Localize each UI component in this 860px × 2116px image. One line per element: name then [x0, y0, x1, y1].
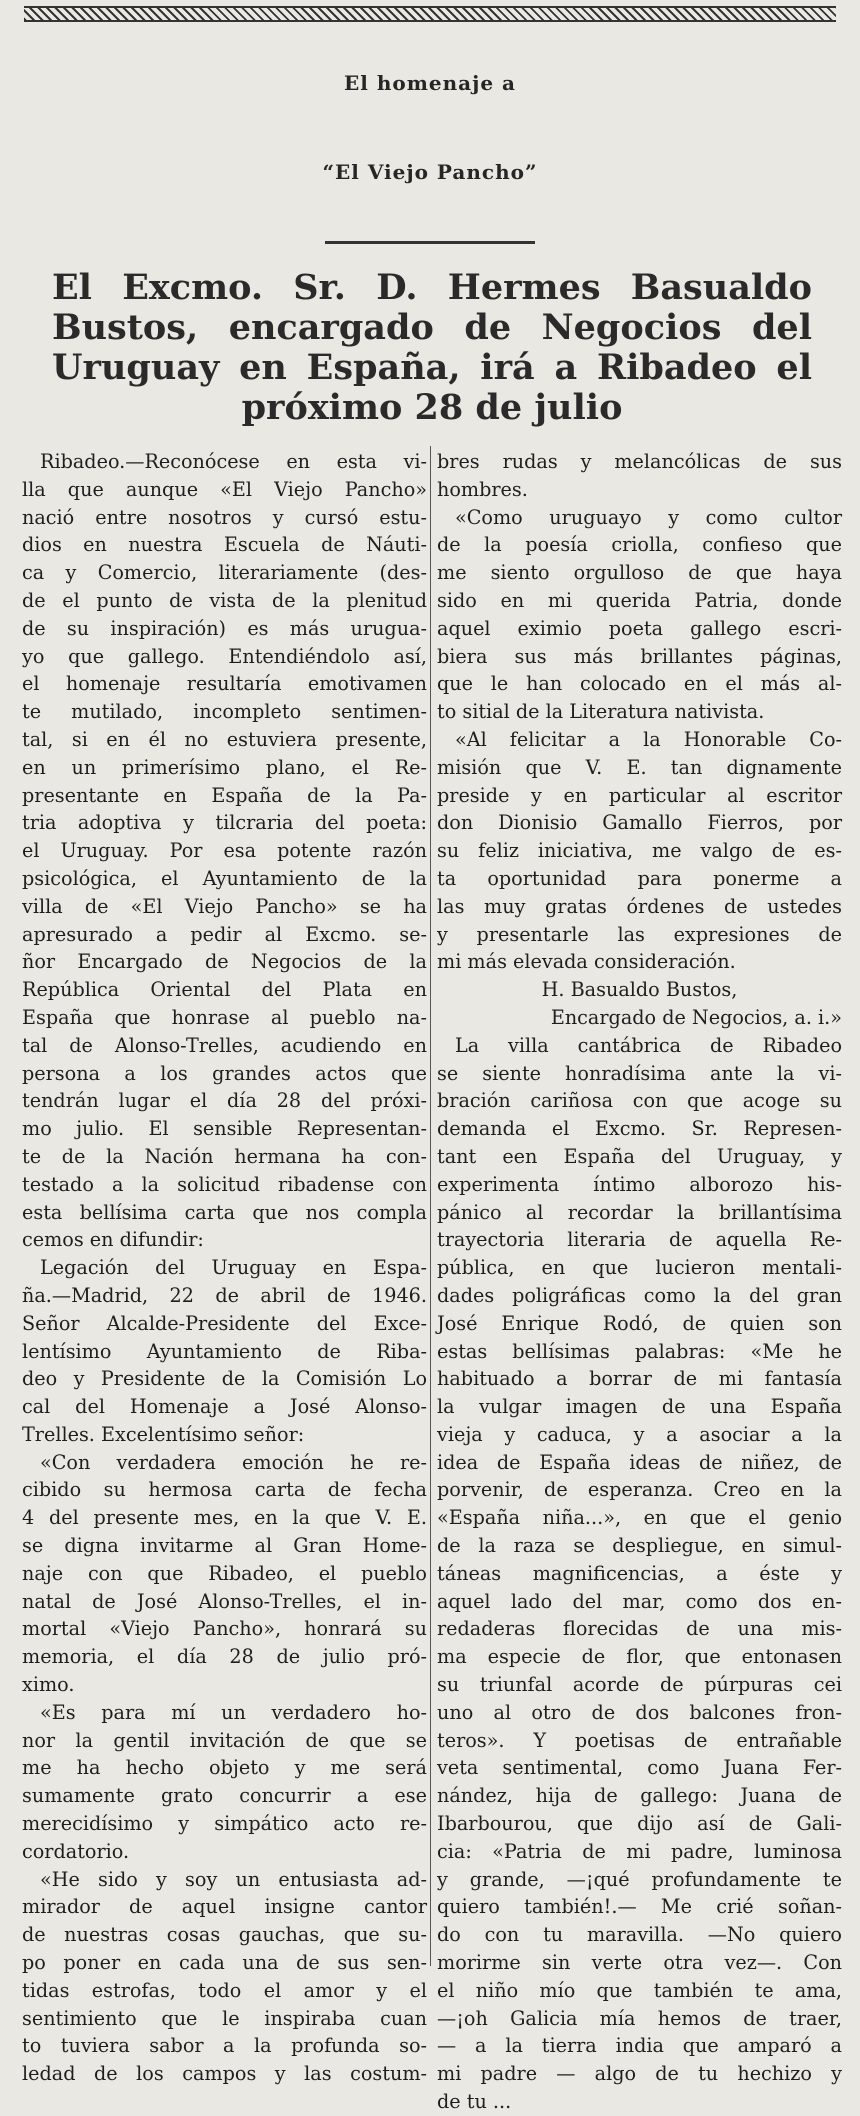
- top-decorative-rule: [24, 6, 836, 22]
- paragraph-line: España que honrase al pueblo na-: [22, 1005, 427, 1029]
- right-column: [437, 448, 842, 2114]
- paragraph-line: se siente honradísima ante la vi-: [437, 1061, 842, 1085]
- paragraph-line: mi más elevada consideración.: [437, 950, 736, 974]
- paragraph-line: ledad de los campos y las costum-: [22, 2062, 427, 2086]
- paragraph-line: ximo.: [22, 1673, 75, 1697]
- paragraph-line: persona a los grandes actos que: [22, 1061, 427, 1085]
- paragraph-line: H. Basualdo Bustos,: [541, 978, 738, 1002]
- paragraph-line: de nuestras cosas gauchas, que su-: [22, 1923, 427, 1947]
- paragraph-line: República Oriental del Plata en: [22, 978, 427, 1002]
- paragraph-line: tal, si en él no estuviera presente,: [22, 727, 427, 751]
- paragraph-line: y grande, —¡qué profundamente te: [437, 1867, 842, 1891]
- paragraph-line: — a la tierra india que amparó a: [437, 2034, 842, 2058]
- paragraph-line: Ibarbourou, que dijo así de Gali-: [437, 1812, 842, 1836]
- paragraph-line: preside y en particular al escritor: [437, 783, 842, 807]
- paragraph-line: que le han colocado en el más al-: [437, 672, 842, 696]
- paragraph-line: dios en nuestra Escuela de Náuti-: [22, 533, 427, 557]
- paragraph-line: sumamente grato concurrir a ese: [22, 1784, 427, 1808]
- paragraph-line: Ribadeo.—Reconócese en esta vi-: [40, 450, 427, 473]
- paragraph-line: Encargado de Negocios, a. i.»: [550, 1005, 842, 1029]
- subheadline: [52, 268, 812, 428]
- paragraph-line: sido en mi querida Patria, donde: [437, 588, 842, 612]
- paragraph-line: te mutilado, incompleto sentimen-: [22, 700, 427, 724]
- paragraph-line: táneas magnificencias, a éste y: [437, 1561, 842, 1585]
- paragraph-line: de su inspiración) es más urugua-: [22, 616, 427, 640]
- paragraph-line: de la raza se despliegue, en simul-: [437, 1534, 842, 1558]
- paragraph-line: «Con verdadera emoción he re-: [40, 1450, 427, 1474]
- paragraph-line: ta oportunidad para ponerme a: [437, 866, 842, 890]
- paragraph-line: cibido su hermosa carta de fecha: [22, 1478, 427, 1502]
- paragraph-line: to tuviera sabor a la profunda so-: [22, 2034, 427, 2058]
- paragraph-line: dades poligráficas como la del gran: [437, 1283, 842, 1307]
- paragraph-line: trayectoria literaria de aquella Re-: [437, 1228, 842, 1252]
- paragraph-line: sentimiento que le inspiraba cuan: [22, 2006, 427, 2030]
- headline-rule: [325, 241, 535, 244]
- paragraph-line: nández, hija de gallego: Juana de: [437, 1784, 842, 1808]
- paragraph-line: el Uruguay. Por esa potente razón: [22, 839, 427, 863]
- paragraph-line: tria adoptiva y tilcraria del poeta:: [22, 811, 427, 835]
- paragraph-line: experimenta íntimo alborozo his-: [437, 1172, 842, 1196]
- paragraph-line: el niño mío que también te ama,: [437, 1978, 842, 2002]
- paragraph-line: veta sentimental, como Juana Fer-: [437, 1756, 842, 1780]
- paragraph-line: en un primerísimo plano, el Re-: [22, 755, 427, 779]
- left-column: [22, 448, 427, 2086]
- paragraph-line: yo que gallego. Entendiéndolo así,: [22, 644, 427, 668]
- paragraph-line: tal de Alonso-Trelles, acudiendo en: [22, 1033, 427, 1057]
- paragraph-line: de el punto de vista de la plenitud: [22, 588, 427, 612]
- paragraph-line: mirador de aquel insigne cantor: [22, 1895, 427, 1919]
- paragraph-line: don Dionisio Gamallo Fierros, por: [437, 811, 842, 835]
- paragraph-line: cemos en difundir:: [22, 1228, 204, 1252]
- paragraph-line: deo y Presidente de la Comisión Lo: [22, 1367, 427, 1391]
- paragraph-line: de la poesía criolla, confieso que: [437, 533, 842, 557]
- paragraph-line: lentísimo Ayuntamiento de Riba-: [22, 1339, 427, 1363]
- paragraph-line: 4 del presente mes, en la que V. E.: [22, 1506, 427, 1530]
- paragraph-line: habituado a borrar de mi fantasía: [437, 1367, 842, 1391]
- paragraph-line: lla que aunque «El Viejo Pancho»: [22, 477, 427, 501]
- paragraph-line: do con tu maravilla. —No quiero: [437, 1923, 842, 1947]
- paragraph-line: tendrán lugar el día 28 del próxi-: [22, 1089, 427, 1113]
- paragraph-line: las muy gratas órdenes de ustedes: [437, 894, 842, 918]
- paragraph-line: su triunfal acorde de púrpuras cei: [437, 1673, 842, 1697]
- subheadline-line: Uruguay en España, irá a Ribadeo el: [52, 347, 812, 388]
- paragraph-line: presentante en España de la Pa-: [22, 783, 427, 807]
- paragraph-line: te de la Nación hermana ha con-: [22, 1144, 427, 1168]
- paragraph-line: merecidísimo y simpático acto re-: [22, 1812, 427, 1836]
- paragraph-line: La villa cantábrica de Ribadeo: [455, 1033, 842, 1057]
- paragraph-line: cordatorio.: [22, 1839, 130, 1863]
- paragraph-line: la vulgar imagen de una España: [437, 1395, 842, 1419]
- paragraph-line: «Es para mí un verdadero ho-: [40, 1700, 427, 1724]
- paragraph-line: me ha hecho objeto y me será: [22, 1756, 427, 1780]
- paragraph-line: tidas estrofas, todo el amor y el: [22, 1978, 427, 2002]
- paragraph-line: ña.—Madrid, 22 de abril de 1946.: [22, 1283, 427, 1307]
- subheadline-line: Bustos, encargado de Negocios del: [52, 307, 812, 348]
- paragraph-line: po poner en cada una de sus sen-: [22, 1951, 427, 1975]
- paragraph-line: mo julio. El sensible Representan-: [22, 1117, 427, 1141]
- paragraph-line: idea de España ideas de niñez, de: [437, 1450, 842, 1474]
- paragraph-line: bres rudas y melancólicas de sus: [437, 450, 842, 473]
- paragraph-line: memoria, el día 28 de julio pró-: [22, 1645, 427, 1669]
- paragraph-line: biera sus más brillantes páginas,: [437, 644, 842, 668]
- subheadline-line: próximo 28 de julio: [241, 387, 623, 428]
- paragraph-line: nació entre nosotros y cursó estu-: [22, 505, 427, 529]
- paragraph-line: apresurado a pedir al Excmo. se-: [22, 922, 427, 946]
- paragraph-line: «Como uruguayo y como cultor: [455, 505, 842, 529]
- paragraph-line: su feliz iniciativa, me valgo de es-: [437, 839, 842, 863]
- paragraph-line: demanda el Excmo. Sr. Represen-: [437, 1117, 842, 1141]
- subheadline-line: El Excmo. Sr. D. Hermes Basualdo: [52, 267, 812, 308]
- headline-line-1: El homenaje a: [344, 71, 516, 95]
- paragraph-line: nor la gentil invitación de que se: [22, 1728, 427, 1752]
- paragraph-line: bración cariñosa con que acoge su: [437, 1089, 842, 1113]
- paragraph-line: se digna invitarme al Gran Home-: [22, 1534, 427, 1558]
- paragraph-line: estas bellísimas palabras: «Me he: [437, 1339, 842, 1363]
- paragraph-line: esta bellísima carta que nos compla: [22, 1200, 427, 1224]
- paragraph-line: el homenaje resultaría emotivamen: [22, 672, 427, 696]
- paragraph-line: hombres.: [437, 477, 528, 501]
- paragraph-line: porvenir, de esperanza. Creo en la: [437, 1478, 842, 1502]
- paragraph-line: aquel eximio poeta gallego escri-: [437, 616, 842, 640]
- paragraph-line: Trelles. Excelentísimo señor:: [22, 1422, 305, 1446]
- paragraph-line: mi padre — algo de tu hechizo y: [437, 2062, 842, 2086]
- paragraph-line: teros». Y poetisas de entrañable: [437, 1728, 842, 1752]
- paragraph-line: vieja y caduca, y a asociar a la: [437, 1422, 842, 1446]
- paragraph-line: cia: «Patria de mi padre, luminosa: [437, 1839, 842, 1863]
- paragraph-line: Señor Alcalde-Presidente del Exce-: [22, 1311, 427, 1335]
- paragraph-line: «Al felicitar a la Honorable Co-: [455, 727, 842, 751]
- paragraph-line: ma especie de flor, que entonasen: [437, 1645, 842, 1669]
- paragraph-line: to sitial de la Literatura nativista.: [437, 700, 765, 724]
- paragraph-line: tant een España del Uruguay, y: [437, 1144, 842, 1168]
- paragraph-line: ca y Comercio, literariamente (des-: [22, 561, 427, 585]
- paragraph-line: redaderas florecidas de una mis-: [437, 1617, 842, 1641]
- paragraph-line: naje con que Ribadeo, el pueblo: [22, 1561, 427, 1585]
- paragraph-line: natal de José Alonso-Trelles, el in-: [22, 1589, 427, 1613]
- paragraph-line: pública, en que lucieron mentali-: [437, 1256, 842, 1280]
- paragraph-line: «España niña...», en que el genio: [437, 1506, 842, 1530]
- paragraph-line: me siento orgulloso de que haya: [437, 561, 842, 585]
- paragraph-line: uno al otro de dos balcones fron-: [437, 1700, 842, 1724]
- paragraph-line: de tu ...: [437, 2090, 512, 2114]
- paragraph-line: misión que V. E. tan dignamente: [437, 755, 842, 779]
- paragraph-line: morirme sin verte otra vez—. Con: [437, 1951, 842, 1975]
- paragraph-line: cal del Homenaje a José Alonso-: [22, 1395, 427, 1419]
- paragraph-line: villa de «El Viejo Pancho» se ha: [22, 894, 427, 918]
- paragraph-line: y presentarle las expresiones de: [437, 922, 842, 946]
- paragraph-line: quiero también!.— Me crié soñan-: [437, 1895, 842, 1919]
- paragraph-line: mortal «Viejo Pancho», honrará su: [22, 1617, 427, 1641]
- paragraph-line: pánico al recordar la brillantísima: [437, 1200, 842, 1224]
- column-divider: [430, 446, 431, 1966]
- paragraph-line: José Enrique Rodó, de quien son: [437, 1311, 842, 1335]
- paragraph-line: Legación del Uruguay en Espa-: [40, 1256, 427, 1280]
- paragraph-line: «He sido y soy un entusiasta ad-: [40, 1867, 427, 1891]
- paragraph-line: aquel lado del mar, como dos en-: [437, 1589, 842, 1613]
- paragraph-line: ñor Encargado de Negocios de la: [22, 950, 427, 974]
- paragraph-line: —¡oh Galicia mía hemos de traer,: [437, 2006, 842, 2030]
- paragraph-line: testado a la solicitud ribadense con: [22, 1172, 427, 1196]
- paragraph-line: psicológica, el Ayuntamiento de la: [22, 866, 427, 890]
- headline-line-2: “El Viejo Pancho”: [322, 160, 538, 184]
